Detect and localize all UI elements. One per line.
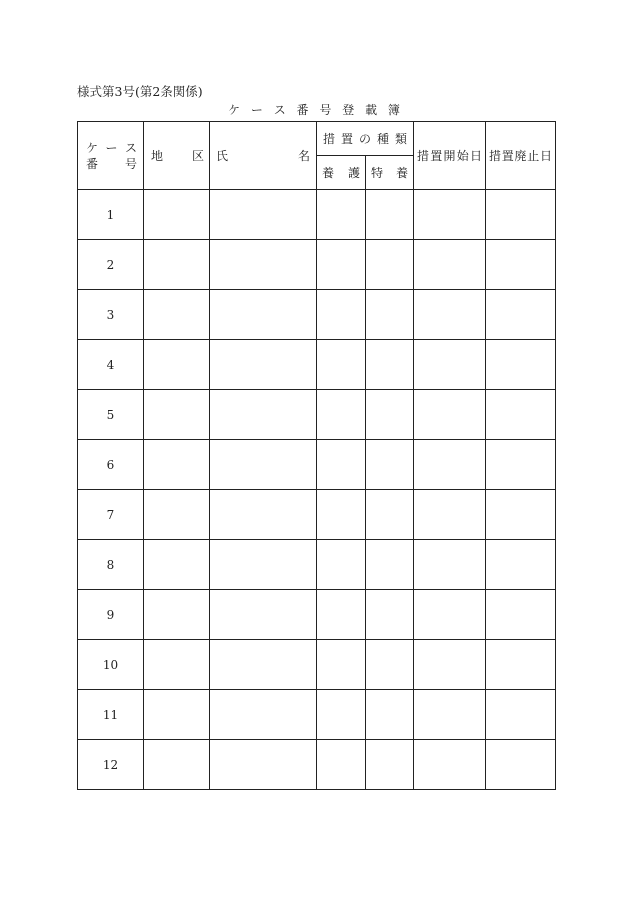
label-glyph: 簿 [387, 103, 400, 117]
case-number-cell: 5 [78, 390, 144, 440]
start-date-cell [414, 190, 486, 240]
district-cell [144, 340, 210, 390]
measure-tokuyou-cell [366, 340, 414, 390]
header-end-date [486, 122, 556, 190]
label-glyph: 護 [347, 166, 360, 180]
header-measure-type [317, 122, 414, 156]
name-cell [210, 190, 317, 240]
name-cell [210, 440, 317, 490]
label-glyph: 始 [456, 149, 469, 163]
header-name-label [216, 147, 310, 164]
end-date-cell [486, 490, 556, 540]
start-date-cell [414, 490, 486, 540]
header-case-number-line-2 [86, 156, 137, 172]
measure-yougo-cell [317, 590, 366, 640]
end-date-cell [486, 190, 556, 240]
end-date-cell [486, 590, 556, 640]
measure-yougo-cell [317, 240, 366, 290]
start-date-cell [414, 340, 486, 390]
label-glyph: ス [124, 140, 137, 155]
district-cell [144, 240, 210, 290]
end-date-cell [486, 340, 556, 390]
label-glyph: 置 [501, 149, 514, 163]
case-number-cell: 11 [78, 690, 144, 740]
label-glyph: 地 [151, 149, 164, 163]
header-name [210, 122, 317, 190]
case-number-cell: 12 [78, 740, 144, 790]
table-row [78, 690, 556, 740]
table-row [78, 340, 556, 390]
case-number-cell: 8 [78, 540, 144, 590]
header-measure-tokuyou-label [371, 164, 408, 181]
label-glyph: ー [250, 103, 263, 117]
case-number-cell: 10 [78, 640, 144, 690]
label-glyph: 番 [86, 156, 99, 171]
label-glyph: 開 [443, 149, 456, 163]
header-measure-yougo [317, 156, 366, 190]
label-glyph: 区 [191, 149, 204, 163]
label-glyph: 号 [124, 156, 137, 171]
label-glyph: 廃 [514, 149, 527, 163]
end-date-cell [486, 290, 556, 340]
table-row [78, 590, 556, 640]
label-glyph: 措 [323, 132, 336, 146]
document-title [228, 103, 400, 117]
measure-tokuyou-cell [366, 290, 414, 340]
measure-yougo-cell [317, 440, 366, 490]
district-cell [144, 590, 210, 640]
table-row [78, 740, 556, 790]
start-date-cell [414, 740, 486, 790]
start-date-cell [414, 690, 486, 740]
start-date-cell [414, 640, 486, 690]
name-cell [210, 640, 317, 690]
measure-yougo-cell [317, 740, 366, 790]
measure-yougo-cell [317, 690, 366, 740]
label-glyph: ケ [228, 103, 241, 117]
table-row [78, 440, 556, 490]
end-date-cell [486, 690, 556, 740]
label-glyph: 養 [396, 166, 409, 180]
label-glyph: 日 [539, 149, 552, 163]
district-cell [144, 640, 210, 690]
table-row [78, 390, 556, 440]
label-glyph: 類 [395, 132, 408, 146]
label-glyph: 載 [365, 103, 378, 117]
case-number-cell: 6 [78, 440, 144, 490]
start-date-cell [414, 290, 486, 340]
district-cell [144, 740, 210, 790]
header-end-date-label [489, 147, 552, 164]
header-case-number [78, 122, 144, 190]
measure-tokuyou-cell [366, 390, 414, 440]
measure-tokuyou-cell [366, 590, 414, 640]
measure-tokuyou-cell [366, 540, 414, 590]
end-date-cell [486, 240, 556, 290]
header-start-date [414, 122, 486, 190]
header-measure-yougo-label [322, 164, 360, 181]
measure-tokuyou-cell [366, 440, 414, 490]
measure-yougo-cell [317, 490, 366, 540]
name-cell [210, 540, 317, 590]
measure-tokuyou-cell [366, 740, 414, 790]
label-glyph: 番 [296, 103, 309, 117]
end-date-cell [486, 640, 556, 690]
measure-yougo-cell [317, 290, 366, 340]
measure-tokuyou-cell [366, 640, 414, 690]
district-cell [144, 390, 210, 440]
start-date-cell [414, 540, 486, 590]
measure-tokuyou-cell [366, 190, 414, 240]
measure-yougo-cell [317, 540, 366, 590]
measure-tokuyou-cell [366, 690, 414, 740]
label-glyph: 置 [430, 149, 443, 163]
measure-yougo-cell [317, 190, 366, 240]
header-district-label [151, 147, 204, 164]
case-number-cell: 1 [78, 190, 144, 240]
district-cell [144, 290, 210, 340]
start-date-cell [414, 440, 486, 490]
end-date-cell [486, 540, 556, 590]
label-glyph: ケ [86, 140, 99, 155]
case-number-cell: 2 [78, 240, 144, 290]
header-district [144, 122, 210, 190]
label-glyph: 氏 [216, 149, 229, 163]
name-cell [210, 340, 317, 390]
label-glyph: ス [273, 103, 286, 117]
label-glyph: 日 [469, 149, 482, 163]
case-number-cell: 3 [78, 290, 144, 340]
case-registry-table [77, 121, 556, 790]
table-row [78, 190, 556, 240]
measure-yougo-cell [317, 640, 366, 690]
name-cell [210, 240, 317, 290]
header-start-date-label [417, 147, 482, 164]
header-measure-tokuyou [366, 156, 414, 190]
name-cell [210, 390, 317, 440]
district-cell [144, 540, 210, 590]
end-date-cell [486, 740, 556, 790]
start-date-cell [414, 390, 486, 440]
table-row [78, 540, 556, 590]
district-cell [144, 440, 210, 490]
case-number-cell: 4 [78, 340, 144, 390]
measure-tokuyou-cell [366, 240, 414, 290]
label-glyph: 養 [322, 166, 335, 180]
district-cell [144, 190, 210, 240]
header-row-top [78, 122, 556, 156]
measure-tokuyou-cell [366, 490, 414, 540]
district-cell [144, 490, 210, 540]
label-glyph: 特 [371, 166, 384, 180]
name-cell [210, 590, 317, 640]
label-glyph: 置 [341, 132, 354, 146]
measure-yougo-cell [317, 340, 366, 390]
case-number-cell: 7 [78, 490, 144, 540]
label-glyph: 止 [527, 149, 540, 163]
case-number-cell: 9 [78, 590, 144, 640]
label-glyph: 登 [342, 103, 355, 117]
name-cell [210, 690, 317, 740]
label-glyph: 号 [319, 103, 332, 117]
label-glyph: 名 [297, 149, 310, 163]
label-glyph: 種 [377, 132, 390, 146]
measure-yougo-cell [317, 390, 366, 440]
table-row [78, 240, 556, 290]
name-cell [210, 290, 317, 340]
label-glyph: ー [105, 140, 118, 155]
header-measure-type-label [323, 130, 407, 147]
label-glyph: の [359, 132, 372, 146]
form-number: 様式第3号(第2条関係) [77, 84, 203, 99]
header-case-number-line-1 [86, 140, 137, 156]
table-row [78, 290, 556, 340]
name-cell [210, 740, 317, 790]
name-cell [210, 490, 317, 540]
label-glyph: 措 [417, 149, 430, 163]
end-date-cell [486, 440, 556, 490]
label-glyph: 措 [489, 149, 502, 163]
end-date-cell [486, 390, 556, 440]
district-cell [144, 690, 210, 740]
table-row [78, 490, 556, 540]
start-date-cell [414, 590, 486, 640]
table-row [78, 640, 556, 690]
start-date-cell [414, 240, 486, 290]
